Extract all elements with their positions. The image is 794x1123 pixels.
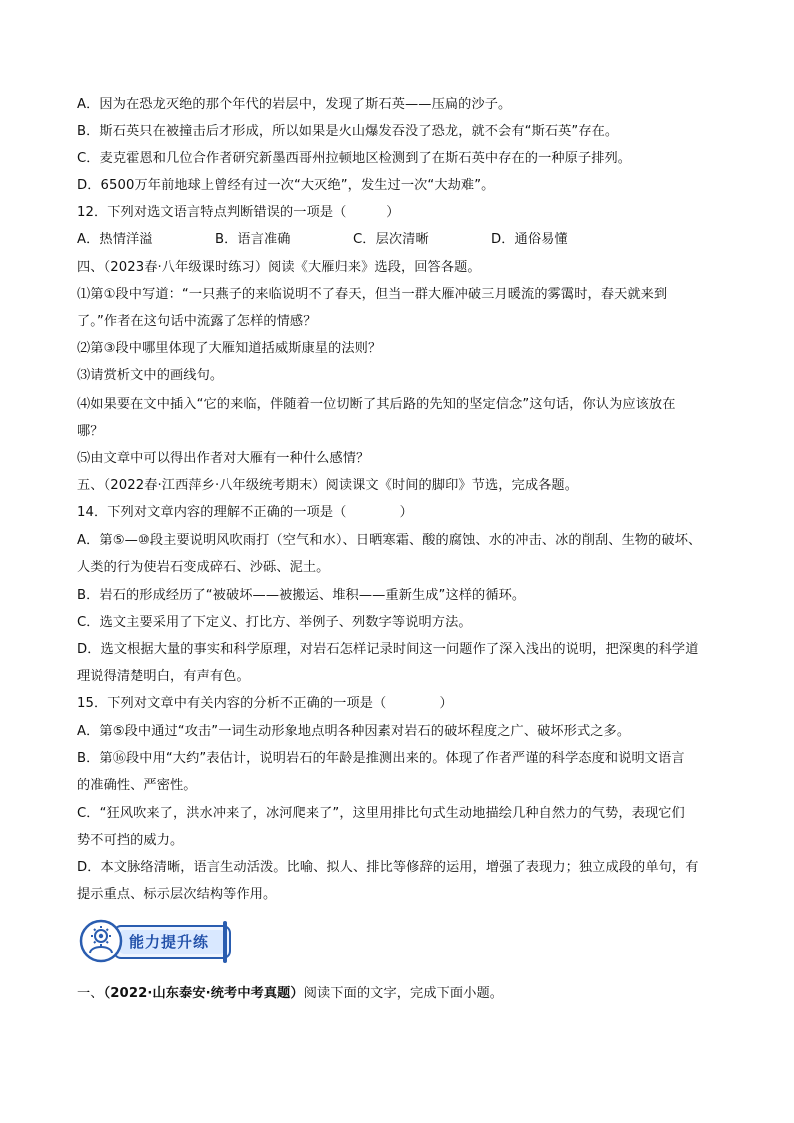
- s4-question-2: ⑵第③段中哪里体现了大雁知道括威斯康星的法则？: [77, 341, 382, 356]
- q12-option-c: C．层次清晰: [353, 232, 429, 247]
- q11-option-a: A．因为在恐龙灭绝的那个年代的岩层中，发现了斯石英——压扁的沙子。: [77, 97, 512, 112]
- section-1-prefix: 一、: [77, 986, 104, 1001]
- s4-question-4-cont: 哪？: [77, 424, 104, 439]
- q15-option-b: B．第⑯段中用“大约”表估计，说明岩石的年龄是推测出来的。体现了作者严谨的科学态度和说明文语言: [77, 751, 685, 766]
- gear-person-icon: [77, 915, 129, 967]
- q14-option-c: C．选文主要采用了下定义、打比方、举例子、列数字等说明方法。: [77, 615, 472, 630]
- question-15: 15．下列对文章中有关内容的分析不正确的一项是（ ）: [77, 696, 453, 711]
- banner-end-bar: [223, 921, 227, 963]
- q12-option-b: B．语言准确: [215, 232, 291, 247]
- q11-option-d: D．6500万年前地球上曾经有过一次“大灭绝”，发生过一次“大劫难”。: [77, 178, 495, 193]
- ability-section-banner: [77, 915, 237, 967]
- q15-option-c-cont: 势不可挡的威力。: [77, 833, 184, 848]
- s4-question-4: ⑷如果要在文中插入“它的来临，伴随着一位切断了其后路的先知的坚定信念”这句话，你认为应该放在: [77, 397, 676, 412]
- q14-option-a-cont: 人类的行为使岩石变成碎石、沙砾、泥土。: [77, 560, 330, 575]
- q15-option-a: A．第⑤段中通过“攻击”一词生动形象地点明各种因素对岩石的破坏程度之广、破坏形式之多。: [77, 724, 631, 739]
- q15-option-d: D．本文脉络清晰，语言生动活泼。比喻、拟人、排比等修辞的运用，增强了表现力；独立成段的单句，有: [77, 860, 699, 875]
- q11-option-c: C．麦克霍恩和几位合作者研究新墨西哥州拉顿地区检测到了在斯石英中存在的一种原子排列。: [77, 151, 632, 166]
- q14-option-a: A．第⑤—⑩段主要说明风吹雨打（空气和水）、日晒寒霜、酸的腐蚀、水的冲击、冰的削刮、生物的破坏、: [77, 533, 702, 548]
- banner-label: 能力提升练: [129, 933, 210, 951]
- q12-option-d: D．通俗易懂: [491, 232, 568, 247]
- question-12: 12．下列对选文语言特点判断错误的一项是（ ）: [77, 205, 400, 220]
- section-4-heading: 四、（2023春·八年级课时练习）阅读《大雁归来》选段，回答各题。: [77, 260, 481, 275]
- section-5-heading: 五、（2022春·江西萍乡·八年级统考期末）阅读课文《时间的脚印》节选，完成各题。: [77, 478, 579, 493]
- q15-option-c: C．“狂风吹来了，洪水冲来了，冰河爬来了”，这里用排比句式生动地描绘几种自然力的气势，表现它们: [77, 806, 685, 821]
- section-1-source: （2022·山东泰安·统考中考真题）: [103, 986, 304, 1001]
- s4-question-1-cont: 了。”作者在这句话中流露了怎样的情感？: [77, 314, 317, 329]
- q14-option-b: B．岩石的形成经历了“被破坏——被搬运、堆积——重新生成”这样的循环。: [77, 588, 526, 603]
- q15-option-b-cont: 的准确性、严密性。: [77, 778, 197, 793]
- q14-option-d: D．选文根据大量的事实和科学原理，对岩石怎样记录时间这一问题作了深入浅出的说明，把深奥的科学道: [77, 642, 699, 657]
- section-1-instruction: 阅读下面的文字，完成下面小题。: [303, 986, 504, 1001]
- q15-option-d-cont: 提示重点、标示层次结构等作用。: [77, 887, 277, 902]
- q14-option-d-cont: 理说得清楚明白，有声有色。: [77, 669, 250, 684]
- s4-question-1: ⑴第①段中写道：“一只燕子的来临说明不了春天，但当一群大雁冲破三月暖流的雾霭时，春天就来到: [77, 287, 668, 302]
- q12-options: [77, 231, 737, 249]
- question-14: 14．下列对文章内容的理解不正确的一项是（ ）: [77, 505, 413, 520]
- q12-option-a: A．热情洋溢: [77, 232, 153, 247]
- s4-question-5: ⑸由文章中可以得出作者对大雁有一种什么感情？: [77, 451, 370, 466]
- q11-option-b: B．斯石英只在被撞击后才形成，所以如果是火山爆发吞没了恐龙，就不会有“斯石英”存在。: [77, 124, 619, 139]
- s4-question-3: ⑶请赏析文中的画线句。: [77, 368, 224, 383]
- section-1-heading: [77, 985, 737, 1003]
